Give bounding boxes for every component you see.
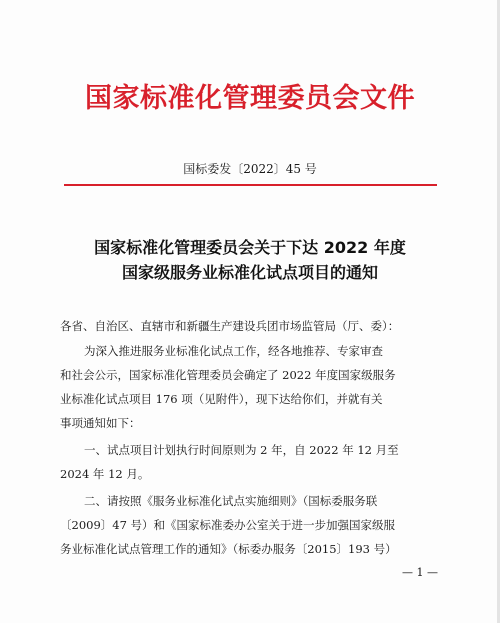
body-line: 为深入推进服务业标准化试点工作，经各地推荐、专家审查 [84, 344, 383, 358]
page-number: — 1 — [402, 566, 438, 579]
body-line: 〔2009〕47 号）和《国家标准委办公室关于进一步加强国家级服 [60, 518, 396, 532]
notice-title-line-2: 国家级服务业标准化试点项目的通知 [121, 263, 378, 282]
issuer-title: 国家标准化管理委员会文件 [85, 83, 415, 114]
body-line-item-2: 二、请按照《服务业标准化试点实施细则》（国标委服务联 [84, 494, 378, 508]
body-line: 2024 年 12 月。 [60, 467, 150, 481]
body-line: 事项通知如下： [60, 416, 141, 430]
red-divider-line [64, 184, 437, 186]
body-line-item-1: 一、试点项目计划执行时间原则为 2 年，自 2022 年 12 月至 [84, 443, 399, 457]
body-line: 务业标准化试点管理工作的通知》（标委办服务〔2015〕193 号） [60, 542, 397, 556]
body-line: 和社会公示，国家标准化管理委员会确定了 2022 年度国家级服务 [60, 368, 396, 382]
body-line-addressee: 各省、自治区、直辖市和新疆生产建设兵团市场监管局（厅、委）： [60, 319, 400, 333]
notice-title-line-1: 国家标准化管理委员会关于下达 2022 年度 [94, 238, 406, 257]
body-line: 业标准化试点项目 176 项（见附件），现下达给你们，并就有关 [60, 392, 383, 406]
document-number: 国标委发〔2022〕45 号 [183, 162, 317, 176]
